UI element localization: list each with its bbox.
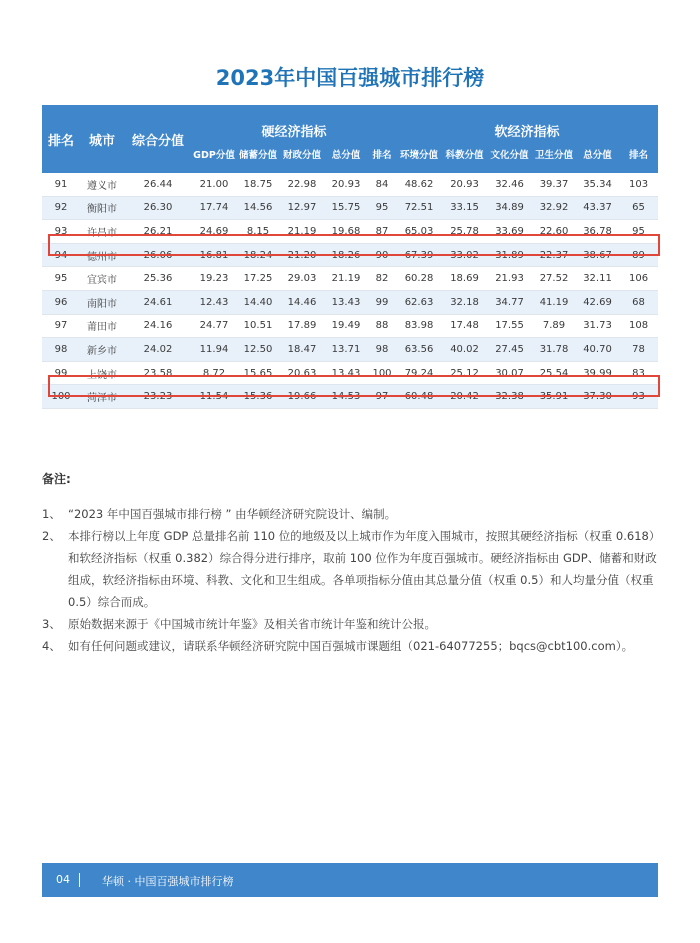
cell-hard-rank: 97 [368, 385, 396, 409]
header-city: 城市 [80, 105, 124, 173]
table-row [42, 361, 658, 385]
cell-soft-rank: 68 [619, 290, 658, 314]
cell-soft-health: 22.37 [532, 243, 576, 267]
header-rank: 排名 [42, 105, 80, 173]
cell-soft-env: 60.48 [396, 385, 442, 409]
cell-hard-savings: 15.65 [236, 361, 280, 385]
cell-soft-edu: 25.78 [442, 220, 487, 244]
cell-soft-env: 63.56 [396, 338, 442, 362]
cell-soft-rank: 78 [619, 338, 658, 362]
cell-city: 遵义市 [80, 173, 124, 196]
cell-soft-env: 79.24 [396, 361, 442, 385]
cell-hard-rank: 84 [368, 173, 396, 196]
cell-hard-rank: 88 [368, 314, 396, 338]
cell-rank: 91 [42, 173, 80, 196]
cell-hard-rank: 99 [368, 290, 396, 314]
cell-overall: 24.16 [124, 314, 192, 338]
table-row [42, 220, 658, 244]
cell-soft-env: 72.51 [396, 196, 442, 220]
header-hard-rank: 排名 [368, 142, 396, 173]
cell-soft-edu: 40.02 [442, 338, 487, 362]
note-number: 3、 [42, 617, 61, 631]
cell-soft-edu: 18.69 [442, 267, 487, 291]
cell-rank: 98 [42, 338, 80, 362]
cell-soft-total: 38.67 [576, 243, 619, 267]
cell-soft-edu: 32.18 [442, 290, 487, 314]
header-soft-total: 总分值 [576, 142, 619, 173]
header-hard-savings: 储蓄分值 [236, 142, 280, 173]
cell-soft-total: 39.99 [576, 361, 619, 385]
cell-rank: 99 [42, 361, 80, 385]
cell-hard-total: 13.43 [324, 361, 368, 385]
cell-hard-savings: 14.40 [236, 290, 280, 314]
note-number: 1、 [42, 507, 61, 521]
cell-soft-edu: 17.48 [442, 314, 487, 338]
cell-hard-total: 21.19 [324, 267, 368, 291]
cell-soft-culture: 31.89 [487, 243, 532, 267]
cell-hard-gdp: 17.74 [192, 196, 236, 220]
header-overall: 综合分值 [124, 105, 192, 173]
cell-overall: 26.06 [124, 243, 192, 267]
table-row [42, 385, 658, 409]
cell-soft-culture: 34.77 [487, 290, 532, 314]
cell-hard-finance: 21.19 [280, 220, 324, 244]
cell-city: 南阳市 [80, 290, 124, 314]
note-item [42, 503, 662, 525]
cell-soft-health: 32.92 [532, 196, 576, 220]
header-hard-group: 硬经济指标 [192, 105, 396, 142]
cell-soft-rank: 93 [619, 385, 658, 409]
cell-soft-total: 36.78 [576, 220, 619, 244]
header-hard-gdp: GDP分值 [192, 142, 236, 173]
cell-hard-finance: 17.89 [280, 314, 324, 338]
notes-title: 备注: [42, 472, 71, 486]
cell-soft-total: 40.70 [576, 338, 619, 362]
cell-city: 莆田市 [80, 314, 124, 338]
cell-soft-health: 41.19 [532, 290, 576, 314]
cell-hard-total: 14.53 [324, 385, 368, 409]
cell-soft-rank: 65 [619, 196, 658, 220]
cell-hard-gdp: 12.43 [192, 290, 236, 314]
cell-city: 新乡市 [80, 338, 124, 362]
cell-hard-finance: 29.03 [280, 267, 324, 291]
cell-soft-total: 42.69 [576, 290, 619, 314]
cell-rank: 94 [42, 243, 80, 267]
header-hard-finance: 财政分值 [280, 142, 324, 173]
cell-soft-culture: 21.93 [487, 267, 532, 291]
cell-soft-edu: 33.02 [442, 243, 487, 267]
table-row [42, 173, 658, 196]
cell-city: 许昌市 [80, 220, 124, 244]
cell-rank: 93 [42, 220, 80, 244]
note-text: “2023 年中国百强城市排行榜 ” 由华顿经济研究院设计、编制。 [68, 507, 397, 521]
cell-soft-env: 83.98 [396, 314, 442, 338]
cell-soft-culture: 33.69 [487, 220, 532, 244]
page-number: 04 [56, 873, 70, 886]
header-soft-health: 卫生分值 [532, 142, 576, 173]
cell-soft-rank: 103 [619, 173, 658, 196]
cell-soft-health: 25.54 [532, 361, 576, 385]
cell-hard-gdp: 11.54 [192, 385, 236, 409]
note-item [42, 525, 662, 613]
cell-soft-edu: 25.12 [442, 361, 487, 385]
cell-hard-savings: 18.24 [236, 243, 280, 267]
page-footer [42, 863, 658, 897]
cell-soft-culture: 30.07 [487, 361, 532, 385]
cell-hard-finance: 12.97 [280, 196, 324, 220]
cell-hard-gdp: 19.23 [192, 267, 236, 291]
cell-soft-health: 31.78 [532, 338, 576, 362]
cell-city: 菏泽市 [80, 385, 124, 409]
cell-hard-total: 20.93 [324, 173, 368, 196]
table-row [42, 196, 658, 220]
ranking-table-wrap [42, 105, 658, 409]
cell-city: 宜宾市 [80, 267, 124, 291]
cell-soft-env: 60.28 [396, 267, 442, 291]
cell-soft-culture: 17.55 [487, 314, 532, 338]
cell-overall: 26.21 [124, 220, 192, 244]
header-soft-culture: 文化分值 [487, 142, 532, 173]
cell-rank: 95 [42, 267, 80, 291]
cell-soft-culture: 34.89 [487, 196, 532, 220]
cell-soft-rank: 106 [619, 267, 658, 291]
cell-city: 衡阳市 [80, 196, 124, 220]
cell-overall: 23.58 [124, 361, 192, 385]
table-row [42, 243, 658, 267]
cell-hard-gdp: 24.77 [192, 314, 236, 338]
cell-soft-env: 48.62 [396, 173, 442, 196]
cell-soft-rank: 83 [619, 361, 658, 385]
cell-hard-savings: 10.51 [236, 314, 280, 338]
note-text: 本排行榜以上年度 GDP 总量排名前 110 位的地级及以上城市作为年度入围城市，按照其硬经济指标（权重 0.618）和软经济指标（权重 0.382）综合得分进行排序，取前 100 位作为年度百强城市。硬经济指标由 GDP、储蓄和财政组成，软经济指标由环境、科教、文化和卫生组成。各单项指标分值由其总量分值（权重 0.5）和人均量分值（权重 0.5）综合而成。 [68, 529, 661, 609]
cell-overall: 23.23 [124, 385, 192, 409]
note-item [42, 635, 662, 657]
page-title: 2023年中国百强城市排行榜 [215, 66, 485, 90]
cell-rank: 96 [42, 290, 80, 314]
cell-hard-gdp: 11.94 [192, 338, 236, 362]
cell-soft-env: 62.63 [396, 290, 442, 314]
header-soft-rank: 排名 [619, 142, 658, 173]
cell-hard-gdp: 16.81 [192, 243, 236, 267]
cell-hard-rank: 82 [368, 267, 396, 291]
note-number: 2、 [42, 529, 61, 543]
cell-hard-finance: 19.66 [280, 385, 324, 409]
table-row [42, 267, 658, 291]
cell-hard-finance: 22.98 [280, 173, 324, 196]
cell-soft-culture: 32.38 [487, 385, 532, 409]
cell-soft-health: 35.91 [532, 385, 576, 409]
table-row [42, 338, 658, 362]
cell-hard-total: 19.68 [324, 220, 368, 244]
header-soft-env: 环境分值 [396, 142, 442, 173]
cell-soft-culture: 32.46 [487, 173, 532, 196]
cell-hard-savings: 15.36 [236, 385, 280, 409]
cell-hard-rank: 95 [368, 196, 396, 220]
cell-rank: 100 [42, 385, 80, 409]
cell-soft-health: 39.37 [532, 173, 576, 196]
cell-soft-total: 35.34 [576, 173, 619, 196]
cell-hard-total: 15.75 [324, 196, 368, 220]
cell-soft-rank: 89 [619, 243, 658, 267]
cell-overall: 24.02 [124, 338, 192, 362]
cell-soft-total: 31.73 [576, 314, 619, 338]
cell-soft-env: 65.03 [396, 220, 442, 244]
cell-soft-edu: 20.42 [442, 385, 487, 409]
cell-hard-finance: 14.46 [280, 290, 324, 314]
cell-hard-finance: 20.63 [280, 361, 324, 385]
cell-hard-finance: 18.47 [280, 338, 324, 362]
footer-divider [79, 873, 80, 887]
note-text: 如有任何问题或建议，请联系华顿经济研究院中国百强城市课题组（021-64077255；bqcs@cbt100.com）。 [68, 639, 634, 653]
cell-hard-savings: 8.15 [236, 220, 280, 244]
cell-soft-env: 67.39 [396, 243, 442, 267]
cell-hard-savings: 14.56 [236, 196, 280, 220]
ranking-table [42, 105, 658, 409]
cell-overall: 26.30 [124, 196, 192, 220]
note-item [42, 613, 662, 635]
cell-overall: 25.36 [124, 267, 192, 291]
table-row [42, 290, 658, 314]
cell-soft-health: 7.89 [532, 314, 576, 338]
cell-hard-savings: 18.75 [236, 173, 280, 196]
cell-hard-rank: 98 [368, 338, 396, 362]
cell-hard-gdp: 24.69 [192, 220, 236, 244]
cell-hard-rank: 90 [368, 243, 396, 267]
cell-hard-total: 18.26 [324, 243, 368, 267]
cell-hard-rank: 100 [368, 361, 396, 385]
cell-soft-rank: 95 [619, 220, 658, 244]
notes-section [42, 470, 662, 657]
header-soft-group: 软经济指标 [396, 105, 658, 142]
note-number: 4、 [42, 639, 61, 653]
cell-hard-total: 19.49 [324, 314, 368, 338]
cell-overall: 26.44 [124, 173, 192, 196]
cell-city: 上饶市 [80, 361, 124, 385]
footer-title: 华顿 · 中国百强城市排行榜 [102, 875, 234, 888]
cell-hard-total: 13.43 [324, 290, 368, 314]
note-text: 原始数据来源于《中国城市统计年鉴》及相关省市统计年鉴和统计公报。 [68, 617, 436, 631]
cell-hard-total: 13.71 [324, 338, 368, 362]
cell-hard-rank: 87 [368, 220, 396, 244]
cell-soft-health: 22.60 [532, 220, 576, 244]
cell-rank: 97 [42, 314, 80, 338]
cell-hard-savings: 12.50 [236, 338, 280, 362]
cell-rank: 92 [42, 196, 80, 220]
cell-city: 德州市 [80, 243, 124, 267]
ranking-table-body [42, 173, 658, 408]
cell-soft-total: 43.37 [576, 196, 619, 220]
cell-soft-total: 37.30 [576, 385, 619, 409]
header-soft-edu: 科教分值 [442, 142, 487, 173]
cell-hard-gdp: 21.00 [192, 173, 236, 196]
table-row [42, 314, 658, 338]
cell-soft-health: 27.52 [532, 267, 576, 291]
cell-soft-edu: 33.15 [442, 196, 487, 220]
cell-overall: 24.61 [124, 290, 192, 314]
header-hard-total: 总分值 [324, 142, 368, 173]
cell-soft-total: 32.11 [576, 267, 619, 291]
cell-soft-edu: 20.93 [442, 173, 487, 196]
cell-hard-gdp: 8.72 [192, 361, 236, 385]
cell-soft-rank: 108 [619, 314, 658, 338]
cell-soft-culture: 27.45 [487, 338, 532, 362]
cell-hard-finance: 21.20 [280, 243, 324, 267]
cell-hard-savings: 17.25 [236, 267, 280, 291]
